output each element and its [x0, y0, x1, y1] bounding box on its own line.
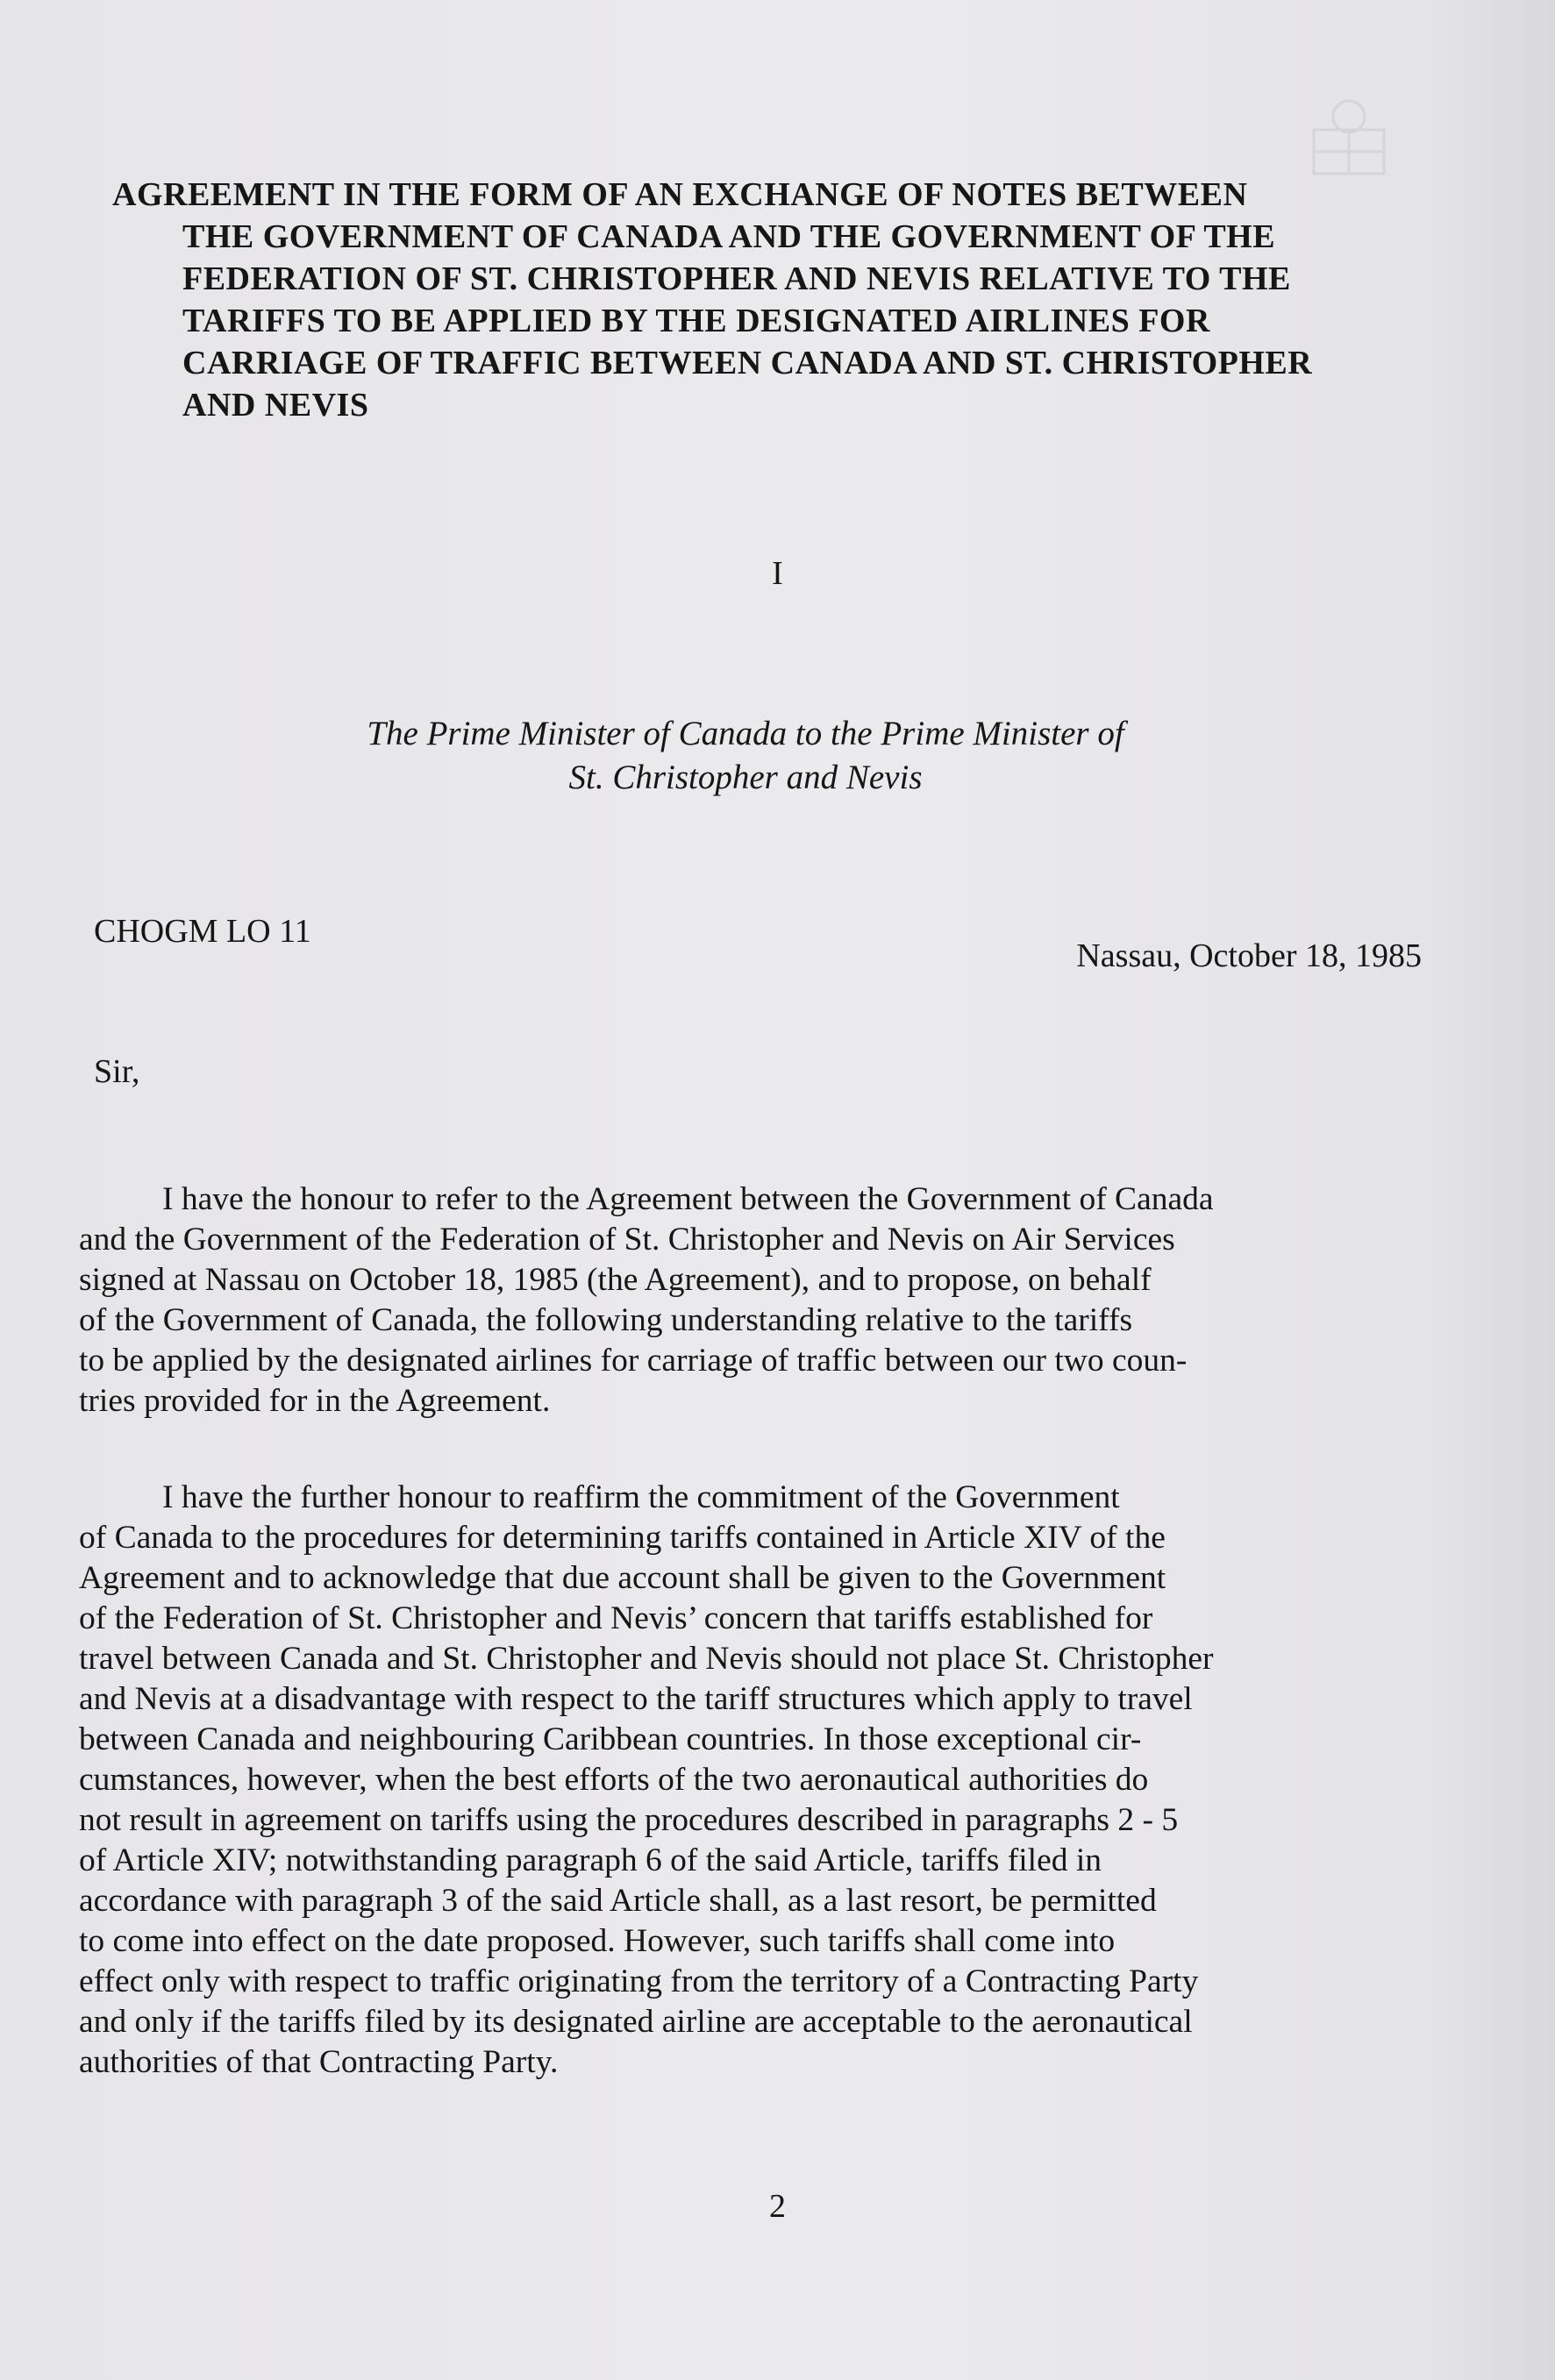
paragraph-1: [79, 1179, 1421, 1422]
title-line: CARRIAGE OF TRAFFIC BETWEEN CANADA AND ST. CHRISTOPHER: [182, 345, 1313, 381]
section-numeral: I: [772, 555, 783, 592]
paragraph-line: I have the further honour to reaffirm the commitment of the Government: [162, 1479, 1120, 1515]
paragraph-line: tries provided for in the Agreement.: [79, 1383, 551, 1419]
paragraph-line: signed at Nassau on October 18, 1985 (the Agreement), and to propose, on behalf: [79, 1262, 1152, 1298]
title-line: AND NEVIS: [182, 387, 369, 424]
address-line: St. Christopher and Nevis: [568, 759, 923, 796]
paragraph-line: I have the honour to refer to the Agreement between the Government of Canada: [162, 1181, 1214, 1217]
paragraph-line: of Canada to the procedures for determining tariffs contained in Article XIV of the: [79, 1520, 1166, 1556]
address-line: The Prime Minister of Canada to the Prime Minister of: [367, 715, 1124, 752]
paragraph-line: Agreement and to acknowledge that due account shall be given to the Government: [79, 1560, 1166, 1596]
paragraph-line: and only if the tariffs filed by its designated airline are acceptable to the aeronautical: [79, 2004, 1193, 2040]
paragraph-line: of Article XIV; notwithstanding paragraph 6 of the said Article, tariffs filed in: [79, 1842, 1102, 1878]
paragraph-line: travel between Canada and St. Christopher and Nevis should not place St. Christopher: [79, 1641, 1214, 1677]
paragraph-2: [79, 1478, 1421, 2083]
paragraph-line: authorities of that Contracting Party.: [79, 2044, 559, 2080]
document-title: [112, 174, 1445, 426]
paragraph-line: cumstances, however, when the best efforts of the two aeronautical authorities do: [79, 1762, 1149, 1798]
salutation: Sir,: [94, 1053, 140, 1090]
paragraph-line: between Canada and neighbouring Caribbean countries. In those exceptional cir-: [79, 1721, 1142, 1757]
paragraph-line: and Nevis at a disadvantage with respect to the tariff structures which apply to travel: [79, 1681, 1193, 1717]
paragraph-line: of the Government of Canada, the following understanding relative to the tariffs: [79, 1302, 1133, 1338]
address-line-block: [175, 712, 1316, 800]
paragraph-line: and the Government of the Federation of St. Christopher and Nevis on Air Services: [79, 1222, 1175, 1258]
paragraph-line: to be applied by the designated airlines for carriage of traffic between our two coun-: [79, 1343, 1188, 1379]
paragraph-line: of the Federation of St. Christopher and Nevis’ concern that tariffs established for: [79, 1600, 1153, 1636]
paragraph-line: accordance with paragraph 3 of the said Article shall, as a last resort, be permitted: [79, 1883, 1157, 1919]
dateline: Nassau, October 18, 1985: [1076, 937, 1422, 974]
reference-number: CHOGM LO 11: [94, 913, 311, 950]
paragraph-line: effect only with respect to traffic originating from the territory of a Contracting Party: [79, 1963, 1199, 1999]
title-line: FEDERATION OF ST. CHRISTOPHER AND NEVIS RELATIVE TO THE: [182, 260, 1291, 297]
paragraph-line: not result in agreement on tariffs using the procedures described in paragraphs 2 - 5: [79, 1802, 1179, 1838]
title-line: THE GOVERNMENT OF CANADA AND THE GOVERNMENT OF THE: [182, 218, 1276, 255]
title-line: AGREEMENT IN THE FORM OF AN EXCHANGE OF NOTES BETWEEN: [112, 176, 1248, 213]
paragraph-line: to come into effect on the date proposed. However, such tariffs shall come into: [79, 1923, 1116, 1959]
page-number: 2: [769, 2188, 786, 2225]
title-line: TARIFFS TO BE APPLIED BY THE DESIGNATED AIRLINES FOR: [182, 303, 1210, 339]
crest-showthrough-icon: [1296, 95, 1402, 178]
